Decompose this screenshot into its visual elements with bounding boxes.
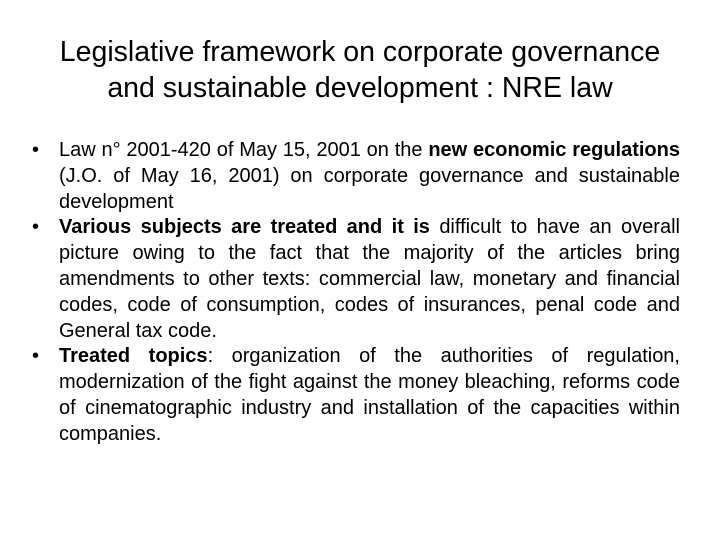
bullet-text-subjects [59, 216, 680, 341]
slide-title-line-2: and sustainable development : NRE law [107, 72, 613, 104]
topics-text-bold: Treated topics [59, 345, 208, 368]
topics-text-part-1: : organization of the authorities of regulation, modernization of the fight against the money bleaching, reforms code of cinematographic industry and installation of the capacities within companies. [59, 345, 680, 445]
bullet-list [32, 138, 680, 448]
bullet-text-topics [59, 345, 680, 444]
slide-title-line-1: Legislative framework on corporate governance [59, 36, 661, 68]
bullet-item-topics [32, 344, 680, 447]
bullet-marker: • [32, 139, 40, 161]
bullet-marker: • [32, 216, 40, 239]
bullet-item-subjects [32, 215, 680, 344]
law-text-bold: new economic regulations [428, 139, 680, 161]
bullet-item-law [32, 138, 680, 215]
law-text-part-1: Law n° 2001-420 of May 15, 2001 on the [59, 139, 429, 161]
subjects-text-bold: Various subjects are treated and it is [59, 216, 430, 239]
subjects-text-part-1: difficult to have an overall picture owing to the fact that the majority of the articles bring amendments to other texts: commercial law, monetary and financial codes, code of consumption, codes of insurances, penal code and General tax code. [59, 216, 680, 342]
bullet-marker: • [32, 345, 40, 368]
bullet-text-law [59, 139, 680, 213]
law-text-part-2: (J.O. of May 16, 2001) on corporate governance and sustainable development [59, 164, 680, 213]
slide-title [0, 34, 720, 106]
